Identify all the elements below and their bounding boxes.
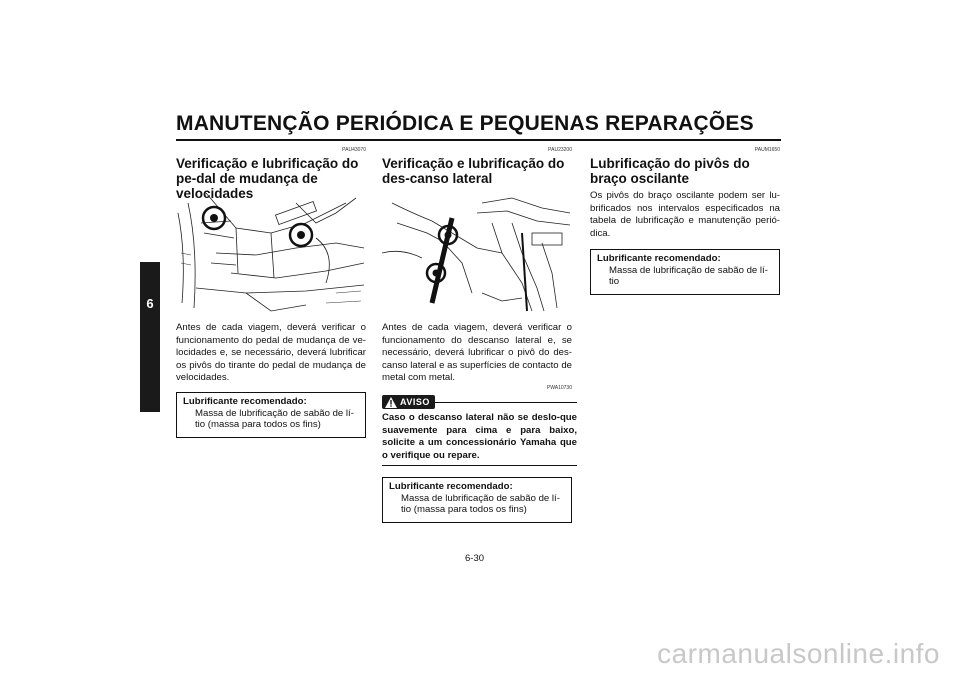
watermark: carmanualsonline.info xyxy=(657,638,940,669)
page-title: MANUTENÇÃO PERIÓDICA E PEQUENAS REPARAÇÕES xyxy=(176,112,754,135)
lubricant-label: Lubrificante recomendado: xyxy=(183,396,307,407)
chapter-tab xyxy=(140,262,160,412)
body-swingarm: Os pivôs do braço oscilante podem ser lu-brificados nos intervalos especificados na tabela de lubrificação e manutenção perió-dica. xyxy=(590,190,780,239)
lubricant-box-swingarm xyxy=(590,249,780,295)
warning-triangle-icon xyxy=(385,397,397,408)
body-shift-pedal: Antes de cada viagem, deverá verificar o funcionamento do pedal de mudança de ve-locidades e, se necessário, deverá lubrificar os pivôs do tirante do pedal de mudança de velocidades. xyxy=(176,322,366,383)
lubricant-label: Lubrificante recomendado: xyxy=(597,253,721,264)
warning-code: PWA10730 xyxy=(546,385,572,391)
lubricant-box-sidestand xyxy=(382,477,572,523)
chapter-number: 6 xyxy=(146,296,154,311)
warning-header xyxy=(382,395,577,409)
heading-shift-pedal: Verificação e lubrificação do pe-dal de mudança de velocidades xyxy=(176,156,359,201)
warning-text: Caso o descanso lateral não se deslo-que suavemente para cima e para baixo, solicite a um concessionário Yamaha que o verifique ou repare. xyxy=(382,412,577,461)
section-code-swingarm: PAUM1650 xyxy=(754,147,780,153)
lubricant-label: Lubrificante recomendado: xyxy=(389,481,513,492)
section-code-sidestand: PAU23200 xyxy=(548,147,572,153)
heading-sidestand: Verificação e lubrificação do des-canso lateral xyxy=(382,156,565,186)
sidestand-illustration xyxy=(382,193,572,315)
lubricant-value: Massa de lubrificação de sabão de lí-tio xyxy=(609,264,768,287)
page-number: 6-30 xyxy=(465,553,485,564)
lubricant-value: Massa de lubrificação de sabão de lí-tio (massa para todos os fins) xyxy=(195,407,354,430)
warning-header-rule xyxy=(435,402,577,403)
warning-bottom-rule xyxy=(382,465,577,466)
shift-pedal-illustration xyxy=(176,193,366,315)
title-rule xyxy=(176,139,781,141)
warning-label: AVISO xyxy=(382,395,435,409)
section-code-shift-pedal: PAU43070 xyxy=(342,147,366,153)
heading-swingarm: Lubrificação do pivôs do braço oscilante xyxy=(590,156,750,186)
lubricant-value: Massa de lubrificação de sabão de lí-tio (massa para todos os fins) xyxy=(401,492,560,515)
body-sidestand: Antes de cada viagem, deverá verificar o funcionamento do descanso lateral e, se necessário, deverá lubrificar o pivô do des-canso lateral e as superfícies de contacto de metal com metal. xyxy=(382,322,572,383)
lubricant-box-shift-pedal xyxy=(176,392,366,438)
